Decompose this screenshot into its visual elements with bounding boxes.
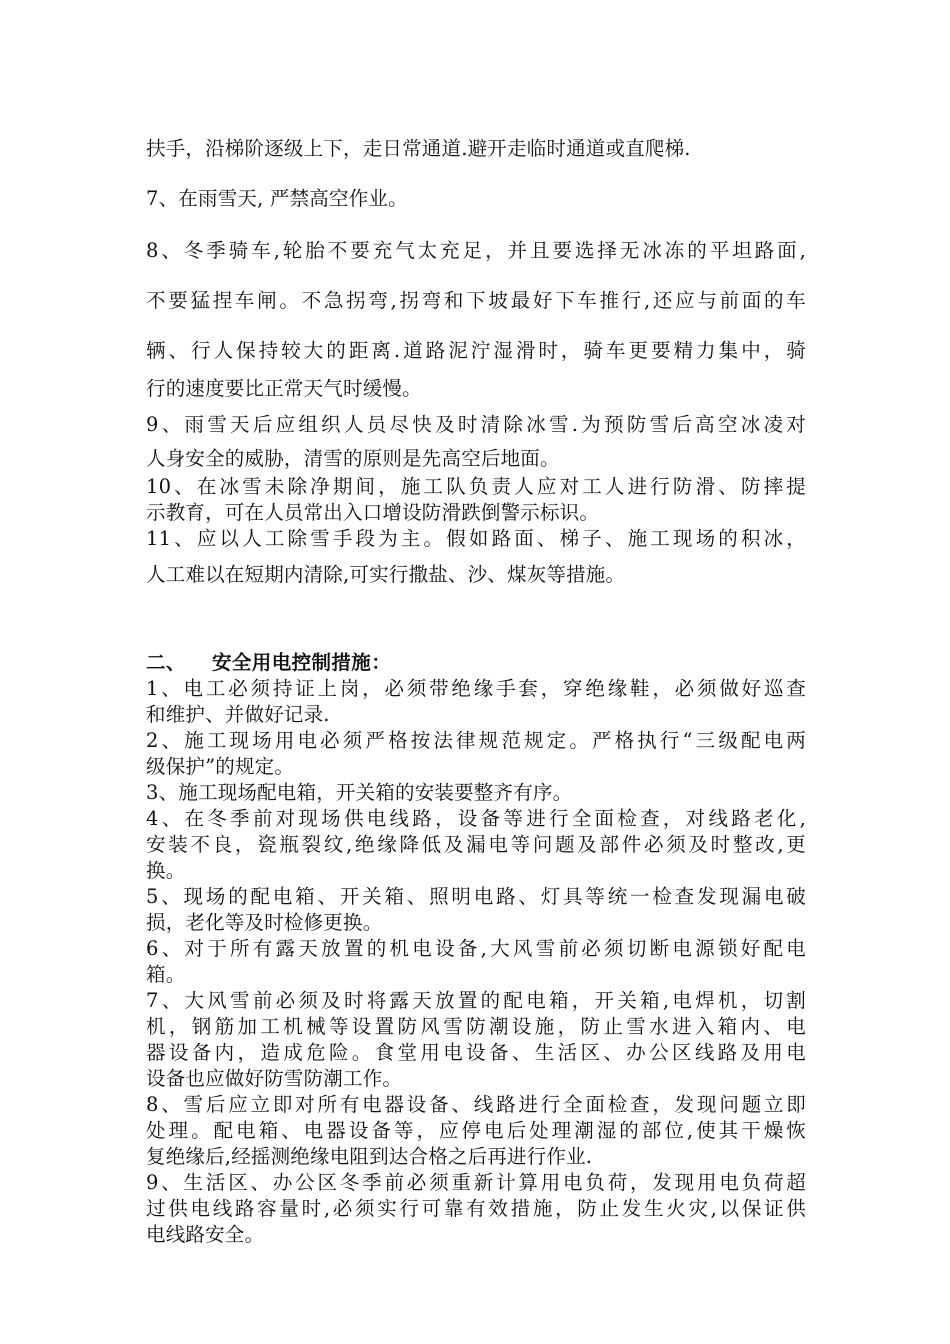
paragraph-line: 9、生活区、办公区冬季前必须重新计算用电负荷，发现用电负荷超 xyxy=(146,1171,806,1194)
paragraph-line: 8、冬季骑车,轮胎不要充气太充足，并且要选择无冰冻的平坦路面, xyxy=(146,239,806,262)
paragraph-line: 人身安全的威胁，清雪的原则是先高空后地面。 xyxy=(146,447,560,470)
paragraph-line: 不要猛捏车闸。不急拐弯,拐弯和下坡最好下车推行,还应与前面的车 xyxy=(146,289,806,312)
paragraph-line: 3、施工现场配电箱，开关箱的安装要整齐有序。 xyxy=(146,781,573,804)
paragraph-line: 8、雪后应立即对所有电器设备、线路进行全面检查，发现问题立即 xyxy=(146,1093,806,1116)
paragraph-line: 10、在冰雪未除净期间，施工队负责人应对工人进行防滑、防摔提 xyxy=(146,475,806,498)
paragraph-line: 级保护”的规定。 xyxy=(146,755,295,778)
paragraph-line: 和维护、并做好记录. xyxy=(146,703,330,726)
paragraph-line: 器设备内，造成危险。食堂用电设备、生活区、办公区线路及用电 xyxy=(146,1041,806,1064)
paragraph-line: 1、电工必须持证上岗，必须带绝缘手套，穿绝缘鞋，必须做好巡查 xyxy=(146,677,806,700)
paragraph-line: 4、在冬季前对现场供电线路，设备等进行全面检查，对线路老化, xyxy=(146,807,806,830)
paragraph-line: 7、在雨雪天, 严禁高空作业。 xyxy=(146,187,408,210)
paragraph-line: 2、施工现场用电必须严格按法律规范规定。严格执行“三级配电两 xyxy=(146,729,806,752)
paragraph-line: 人工难以在短期内清除,可实行撒盐、沙、煤灰等措施。 xyxy=(146,563,626,586)
section-heading xyxy=(146,650,391,676)
paragraph-line: 处理。配电箱、电器设备等，应停电后处理潮湿的部位,使其干燥恢 xyxy=(146,1119,806,1142)
paragraph-line: 行的速度要比正常天气时缓慢。 xyxy=(146,377,422,400)
section-title: 安全用电控制措施： xyxy=(212,651,392,674)
paragraph-line: 换。 xyxy=(146,859,186,882)
paragraph-line: 6、对于所有露天放置的机电设备,大风雪前必须切断电源锁好配电 xyxy=(146,937,806,960)
paragraph-line: 损，老化等及时检修更换。 xyxy=(146,911,383,934)
paragraph-line: 5、现场的配电箱、开关箱、照明电路、灯具等统一检查发现漏电破 xyxy=(146,885,806,908)
paragraph-line: 扶手，沿梯阶逐级上下，走日常通道.避开走临时通道或直爬梯. xyxy=(146,137,691,160)
paragraph-line: 示教育，可在人员常出入口增设防滑跌倒警示标识。 xyxy=(146,501,600,524)
paragraph-line: 复绝缘后,经摇测绝缘电阻到达合格之后再进行作业. xyxy=(146,1145,593,1168)
paragraph-line: 机，钢筋加工机械等设置防风雪防潮设施，防止雪水进入箱内、电 xyxy=(146,1015,806,1038)
paragraph-line: 过供电线路容量时,必须实行可靠有效措施，防止发生火灾,以保证供 xyxy=(146,1197,806,1220)
paragraph-line: 箱。 xyxy=(146,963,186,986)
paragraph-line: 11、应以人工除雪手段为主。假如路面、梯子、施工现场的积冰， xyxy=(146,527,806,550)
paragraph-line: 设备也应做好防雪防潮工作。 xyxy=(146,1067,403,1090)
paragraph-line: 辆、行人保持较大的距离.道路泥泞湿滑时，骑车更要精力集中，骑 xyxy=(146,339,806,362)
section-number: 二、 xyxy=(146,651,186,674)
paragraph-line: 电线路安全。 xyxy=(146,1223,265,1246)
paragraph-line: 7、大风雪前必须及时将露天放置的配电箱，开关箱,电焊机，切割 xyxy=(146,989,806,1012)
paragraph-line: 安装不良，瓷瓶裂纹,绝缘降低及漏电等问题及部件必须及时整改,更 xyxy=(146,833,806,856)
paragraph-line: 9、雨雪天后应组织人员尽快及时清除冰雪.为预防雪后高空冰凌对 xyxy=(146,413,806,436)
